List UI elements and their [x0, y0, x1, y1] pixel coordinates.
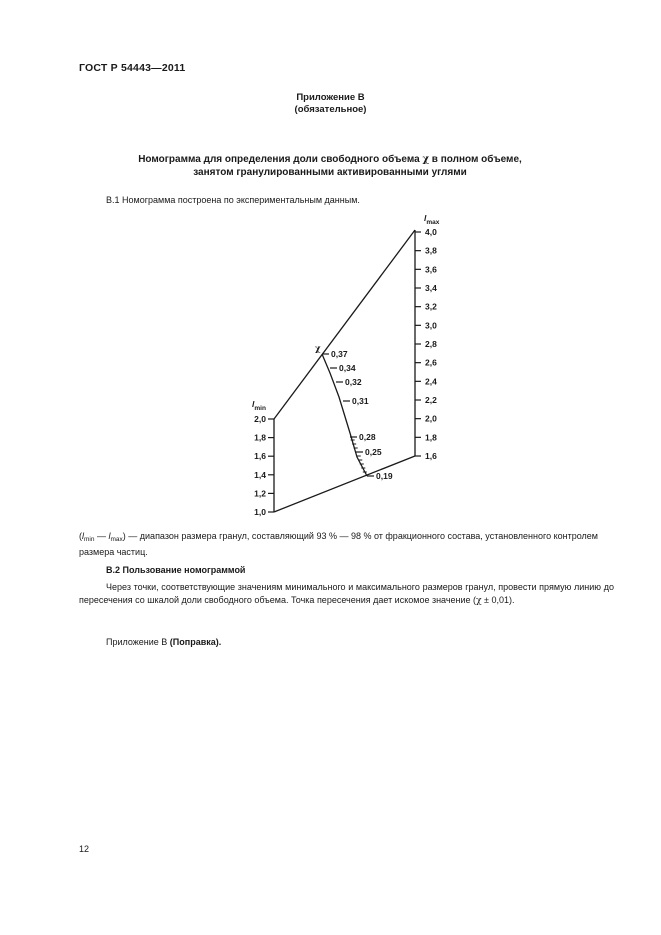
example-line-lower [274, 456, 415, 512]
lmax-tick-label: 1,6 [425, 451, 437, 461]
chi-tick-label: 0,25 [365, 447, 382, 457]
chi-tick-label: 0,31 [352, 396, 369, 406]
lmax-tick-label: 1,8 [425, 432, 437, 443]
appendix-status: (обязательное) [294, 104, 367, 115]
chi-tick-label: 0,34 [339, 363, 356, 373]
example-line-upper [274, 230, 415, 419]
legend-open: ( [79, 531, 82, 541]
lmin-tick-label: 1,8 [254, 432, 266, 443]
title-line-1-post: в полном объеме, [429, 154, 522, 165]
section-b2-chi-symbol: χ [476, 596, 482, 606]
section-b1-text: В.1 Номограмма построена по экспериментальным данным. [106, 195, 360, 205]
title-line-2: занятом гранулированными активированными углями [193, 167, 467, 178]
amendment-bold: (Поправка). [169, 637, 222, 647]
legend-lmax-symbol: l [108, 531, 111, 541]
lmin-tick-label: 1,0 [254, 507, 266, 517]
legend-lmin-symbol: l [82, 531, 84, 541]
lmax-tick-label: 3,6 [425, 264, 437, 275]
section-b2-text-pre: Через точки, соответствующие значениям минимального и максимального размеров гранул, провести прямую линию до пересечения со шкалой доли свободного объема. Точка пересечения дает искомое значение ( [79, 582, 614, 605]
lmax-tick-label: 2,6 [425, 357, 437, 368]
amendment-note [106, 636, 221, 649]
legend-lmin-subscript: min [84, 536, 95, 543]
amendment-prefix: Приложение В [106, 637, 170, 647]
chi-tick-label: 0,32 [345, 377, 362, 387]
title-line-1-pre: Номограмма для определения доли свободного объема [138, 154, 423, 165]
chi-scale-title: χ [315, 344, 321, 354]
lmin-ticks [254, 414, 274, 517]
lmax-tick-label: 2,8 [425, 339, 437, 349]
section-b2-text [79, 581, 614, 608]
legend-lmax-subscript: max [110, 536, 123, 543]
appendix-label: Приложение В [296, 92, 365, 103]
legend-text [79, 530, 614, 559]
title-chi-symbol: χ [422, 154, 430, 165]
legend-description: ) — диапазон размера гранул, составляющий 93 % — 98 % от фракционного состава, установленного контролем размера частиц. [79, 531, 598, 557]
legend-dash: — [94, 531, 109, 541]
chi-tick-label: 0,28 [359, 432, 376, 442]
lmin-tick-label: 1,2 [254, 488, 266, 499]
lmin-tick-label: 2,0 [254, 414, 266, 424]
lmax-tick-label: 3,0 [425, 320, 437, 331]
chi-tick-label: 0,19 [376, 471, 393, 481]
lmax-tick-label: 3,2 [425, 301, 437, 312]
section-b2-heading: В.2 Пользование номограммой [106, 565, 246, 575]
lmax-tick-label: 2,0 [425, 413, 437, 424]
standard-header: ГОСТ Р 54443—2011 [79, 62, 186, 74]
lmax-tick-label: 2,4 [425, 376, 437, 387]
lmin-tick-label: 1,4 [254, 469, 266, 480]
lmax-tick-label: 3,8 [425, 245, 437, 256]
page-number: 12 [79, 844, 90, 854]
lmax-tick-label: 3,4 [425, 283, 437, 293]
section-b2-text-post: ± 0,01). [481, 595, 515, 605]
lmin-axis-title: $l_{min}$ [252, 399, 266, 412]
chi-ticks [322, 349, 393, 481]
lmax-tick-label: 2,2 [425, 395, 437, 405]
lmax-axis-title: $l_{max}$ [424, 213, 440, 226]
chi-tick-label: 0,37 [331, 349, 348, 359]
lmax-tick-label: 4,0 [425, 227, 437, 237]
lmax-ticks [415, 227, 437, 461]
lmin-tick-label: 1,6 [254, 451, 266, 462]
